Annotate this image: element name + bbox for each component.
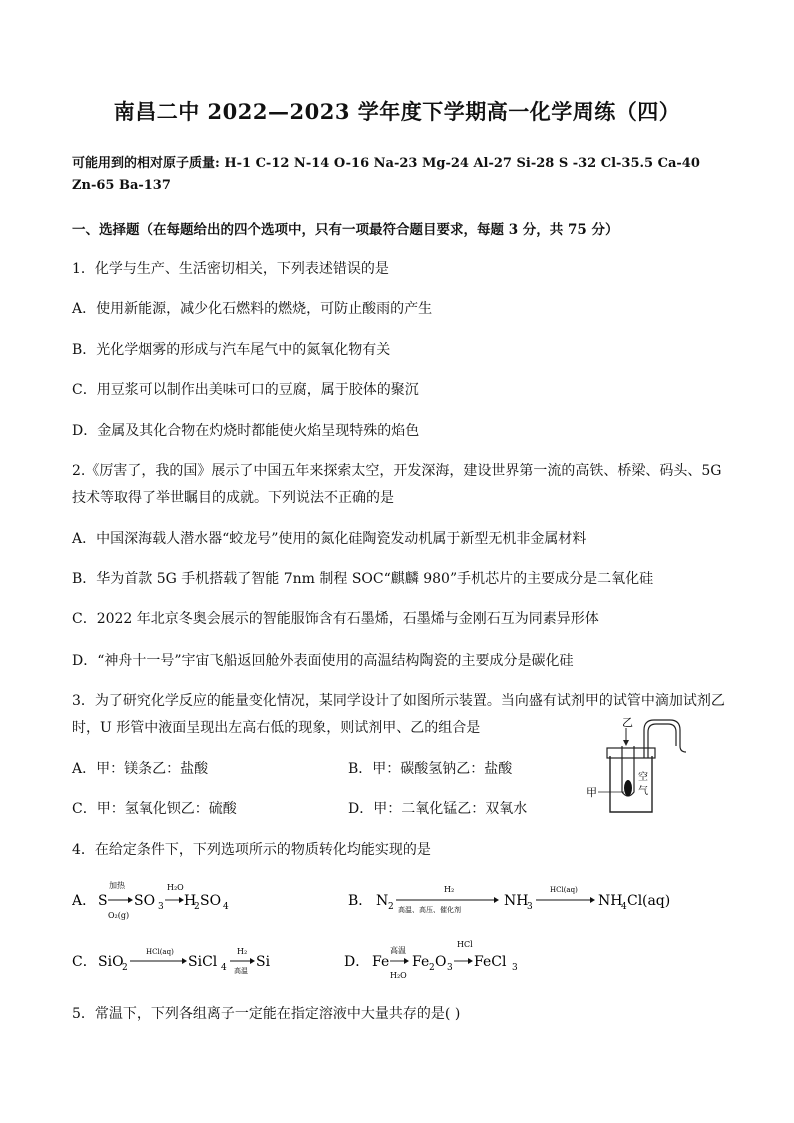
svg-text:H: H xyxy=(184,893,197,909)
figure-label-jia: 甲 xyxy=(586,786,597,799)
q4-option-d xyxy=(344,938,544,984)
atomic-masses-line1: 可能用到的相对原子质量: H-1 C-12 N-14 O-16 Na-23 Mg-24 Al-27 Si-28 S -32 Cl-35.5 Ca-40 xyxy=(72,156,700,171)
svg-text:O₂(g): O₂(g) xyxy=(108,911,130,920)
svg-text:H₂: H₂ xyxy=(444,885,455,894)
atomic-masses-line2: Zn-65 Ba-137 xyxy=(72,178,171,193)
apparatus-figure xyxy=(580,712,710,822)
q3-option-b: B．甲：碳酸氢钠乙：盐酸 xyxy=(348,761,513,777)
q3-option-a: A．甲：镁条乙：盐酸 xyxy=(72,761,209,777)
svg-text:H₂: H₂ xyxy=(237,947,248,956)
q3-option-c: C．甲：氢氧化钡乙：硫酸 xyxy=(72,801,237,817)
svg-text:2: 2 xyxy=(388,902,394,912)
svg-text:FeCl: FeCl xyxy=(474,954,507,970)
figure-label-qi: 气 xyxy=(638,786,648,797)
svg-text:A．: A． xyxy=(72,893,97,909)
svg-text:2: 2 xyxy=(194,902,200,912)
svg-text:NH: NH xyxy=(598,893,623,909)
q2-stem-line2: 技术等取得了举世瞩目的成就。下列说法不正确的是 xyxy=(72,490,394,506)
svg-text:N: N xyxy=(376,893,389,909)
svg-text:3: 3 xyxy=(447,963,453,973)
svg-text:H₂O: H₂O xyxy=(390,971,407,980)
svg-text:HCl: HCl xyxy=(457,940,473,949)
svg-text:高温: 高温 xyxy=(390,946,406,955)
q2-option-d: D．“神舟十一号”宇宙飞船返回舱外表面使用的高温结构陶瓷的主要成分是碳化硅 xyxy=(72,653,574,669)
svg-text:(aq): (aq) xyxy=(642,893,671,909)
q5-stem: 5．常温下，下列各组离子一定能在指定溶液中大量共存的是( ) xyxy=(72,1006,461,1022)
q1-stem: 1．化学与生产、生活密切相关，下列表述错误的是 xyxy=(72,261,389,277)
svg-text:SO: SO xyxy=(200,893,222,909)
svg-text:HCl(aq): HCl(aq) xyxy=(146,948,174,956)
q2-stem-line1: 2.《厉害了，我的国》展示了中国五年来探索太空，开发深海，建设世界第一流的高铁、桥梁、码头、5G xyxy=(72,463,722,479)
svg-text:C．: C． xyxy=(72,954,97,970)
svg-text:D．: D． xyxy=(344,954,370,970)
svg-text:SiCl: SiCl xyxy=(188,954,218,970)
q4-option-c xyxy=(72,942,302,978)
svg-text:2: 2 xyxy=(122,963,128,973)
svg-text:高温、高压、催化剂: 高温、高压、催化剂 xyxy=(398,906,461,914)
q1-option-d: D．金属及其化合物在灼烧时都能使火焰呈现特殊的焰色 xyxy=(72,423,420,439)
svg-text:H₂O: H₂O xyxy=(167,883,184,892)
figure-label-yi: 乙 xyxy=(622,716,633,729)
svg-text:SO: SO xyxy=(134,893,156,909)
svg-text:O: O xyxy=(435,954,447,970)
svg-text:Fe: Fe xyxy=(412,954,430,970)
q4-option-a xyxy=(72,876,252,922)
svg-text:4: 4 xyxy=(621,902,627,912)
section-heading: 一、选择题（在每题给出的四个选项中，只有一项最符合题目要求，每题 3 分，共 75 分） xyxy=(72,222,619,238)
figure-label-kong: 空 xyxy=(638,772,648,783)
svg-text:3: 3 xyxy=(527,902,533,912)
svg-text:4: 4 xyxy=(223,902,229,912)
q4-option-b xyxy=(348,880,678,920)
q3-option-d: D．甲：二氧化锰乙：双氧水 xyxy=(348,801,528,817)
svg-text:2: 2 xyxy=(429,963,435,973)
svg-text:SiO: SiO xyxy=(98,954,124,970)
q2-option-a: A．中国深海载人潜水器“蛟龙号”使用的氮化硅陶瓷发动机属于新型无机非金属材料 xyxy=(72,531,587,547)
svg-text:NH: NH xyxy=(504,893,529,909)
svg-text:Cl: Cl xyxy=(627,893,643,909)
q3-stem-line2: 时，U 形管中液面呈现出左高右低的现象，则试剂甲、乙的组合是 xyxy=(72,720,481,736)
q2-option-c: C．2022 年北京冬奥会展示的智能服饰含有石墨烯，石墨烯与金刚石互为同素异形体 xyxy=(72,611,599,627)
svg-text:高温: 高温 xyxy=(234,967,248,975)
svg-text:3: 3 xyxy=(512,963,518,973)
q1-option-a: A．使用新能源，减少化石燃料的燃烧，可防止酸雨的产生 xyxy=(72,301,433,317)
svg-text:S: S xyxy=(98,893,108,909)
q1-option-b: B．光化学烟雾的形成与汽车尾气中的氮氧化物有关 xyxy=(72,342,391,358)
q4-stem: 4．在给定条件下，下列选项所示的物质转化均能实现的是 xyxy=(72,842,431,858)
q1-option-c: C．用豆浆可以制作出美味可口的豆腐，属于胶体的聚沉 xyxy=(72,382,419,398)
page-title: 南昌二中 2022—2023 学年度下学期高一化学周练（四） xyxy=(113,99,681,124)
svg-text:Si: Si xyxy=(256,954,271,970)
svg-text:4: 4 xyxy=(221,963,227,973)
svg-text:3: 3 xyxy=(158,902,164,912)
svg-text:B．: B． xyxy=(348,893,373,909)
svg-text:Fe: Fe xyxy=(372,954,390,970)
svg-text:HCl(aq): HCl(aq) xyxy=(550,886,578,894)
svg-text:加热: 加热 xyxy=(109,881,125,890)
q3-stem-line1: 3．为了研究化学反应的能量变化情况，某同学设计了如图所示装置。当向盛有试剂甲的试管中滴加试剂乙 xyxy=(72,693,725,709)
q2-option-b: B．华为首款 5G 手机搭载了智能 7nm 制程 SOC“麒麟 980”手机芯片的主要成分是二氧化硅 xyxy=(72,571,654,587)
